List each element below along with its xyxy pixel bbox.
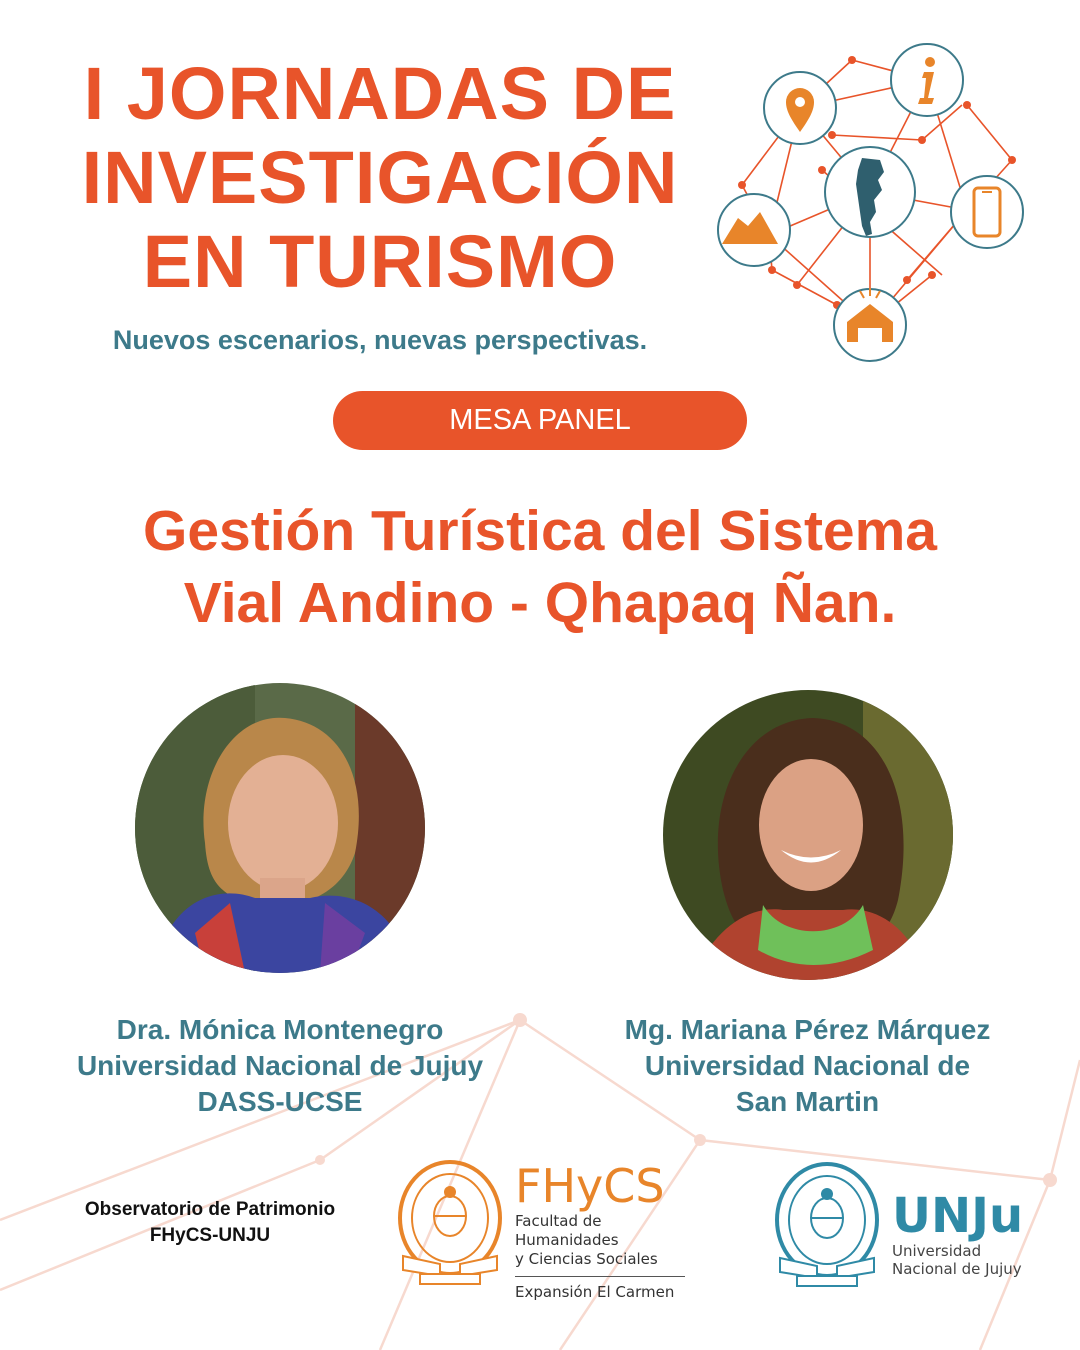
speaker-1-affiliation: Universidad Nacional de Jujuy: [76, 1050, 484, 1081]
fhycs-name-line-2: y Ciencias Sociales: [515, 1250, 658, 1268]
fhycs-seal-logo: [395, 1158, 505, 1288]
speaker-2-info: [580, 1012, 1035, 1120]
speaker-1-name: Dra. Mónica Montenegro: [116, 1014, 444, 1045]
event-title-line-1: I JORNADAS DE: [83, 52, 677, 135]
speaker-2-affiliation-2: San Martin: [735, 1086, 880, 1117]
panel-title-line-1: Gestión Turística del Sistema: [142, 499, 938, 563]
event-title-line-2: INVESTIGACIÓN: [81, 136, 679, 219]
fhycs-acronym: FHyCS: [515, 1159, 665, 1213]
unju-acronym: UNJu: [892, 1188, 1024, 1244]
speaker-photo-1: [135, 683, 425, 973]
speaker-2-name: Mg. Mariana Pérez Márquez: [624, 1014, 991, 1045]
fhycs-divider: [515, 1276, 685, 1277]
event-subtitle: Nuevos escenarios, nuevas perspectivas.: [112, 325, 648, 355]
event-title-line-3: EN TURISMO: [142, 220, 618, 303]
fhycs-logo-text: [515, 1160, 705, 1302]
unju-name-line-1: Universidad: [892, 1242, 982, 1260]
mesa-panel-badge: MESA PANEL: [333, 391, 747, 450]
unju-logo-text: [892, 1190, 1062, 1278]
tourism-network-illustration: [712, 40, 1042, 365]
panel-title-line-2: Vial Andino - Qhapaq Ñan.: [183, 571, 897, 635]
fhycs-name-line-1: Facultad de Humanidades: [515, 1212, 619, 1249]
unju-seal-logo: [772, 1160, 882, 1290]
observatory-credit: [40, 1197, 380, 1249]
unju-name-line-2: Nacional de Jujuy: [892, 1260, 1022, 1278]
event-title: [40, 52, 720, 304]
observatory-line-2: FHyCS-UNJU: [149, 1225, 271, 1246]
fhycs-campus: Expansión El Carmen: [515, 1283, 675, 1301]
speaker-2-affiliation: Universidad Nacional de: [644, 1050, 971, 1081]
observatory-line-1: Observatorio de Patrimonio: [84, 1199, 336, 1220]
speaker-1-info: [40, 1012, 520, 1120]
panel-title: [20, 495, 1060, 639]
speaker-1-affiliation-2: DASS-UCSE: [197, 1086, 363, 1117]
speaker-photo-2: [663, 690, 953, 980]
